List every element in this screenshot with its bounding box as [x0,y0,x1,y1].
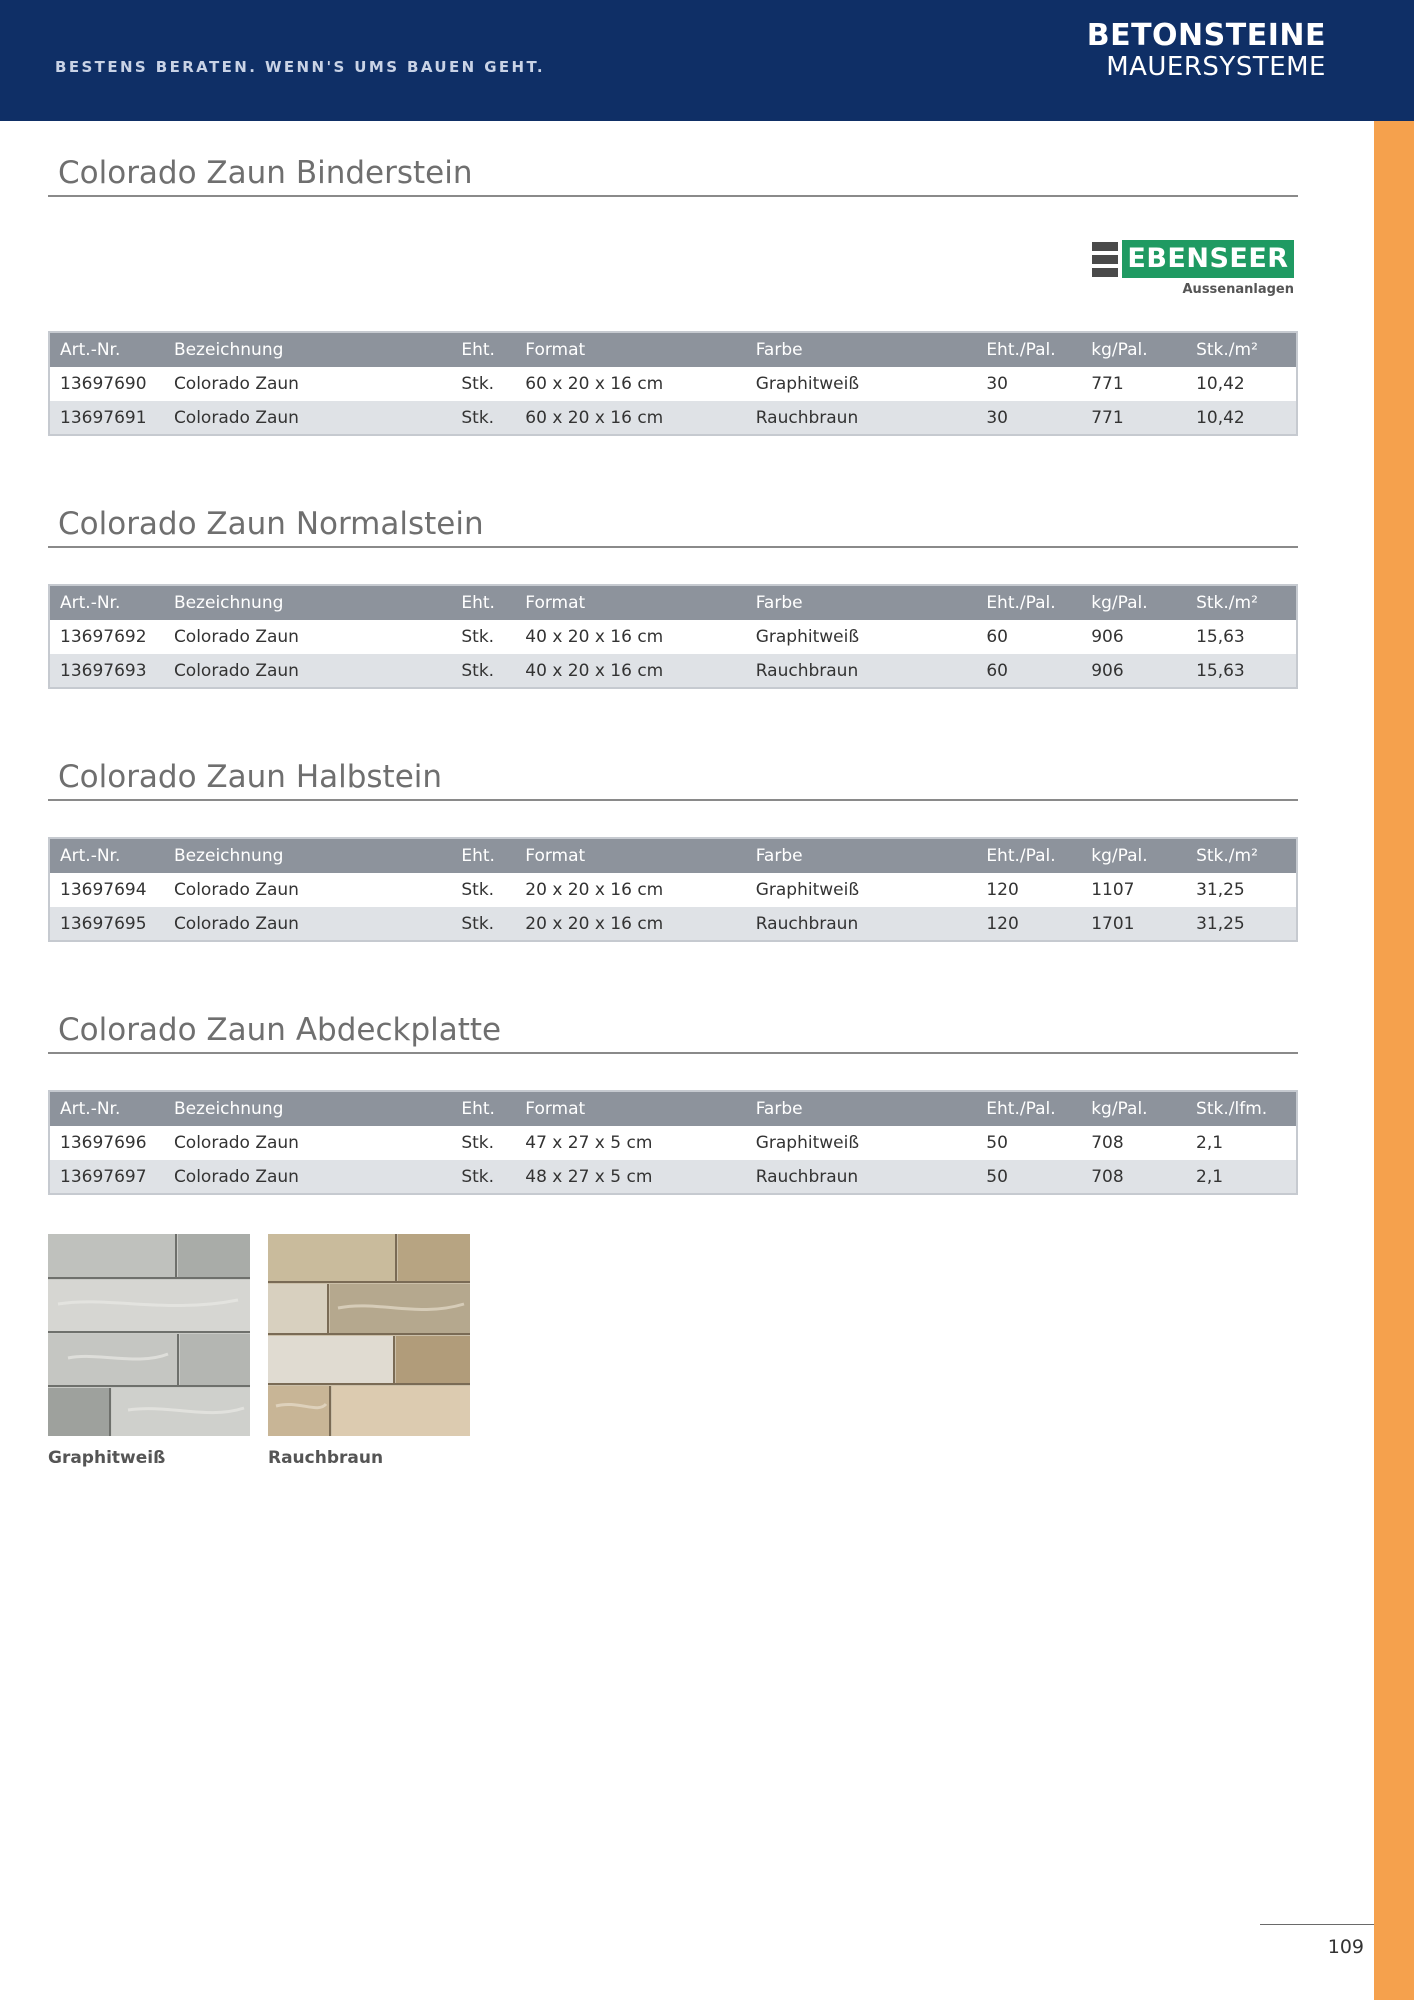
table-cell: 31,25 [1186,907,1297,941]
table-cell: 906 [1081,654,1186,688]
table-header-row [49,1091,1297,1126]
column-header: kg/Pal. [1081,585,1186,620]
column-header: Farbe [746,838,977,873]
section-divider [48,195,1298,197]
section-title: Colorado Zaun Normalstein [58,506,484,542]
table-row [49,1160,1297,1194]
table-row [49,873,1297,907]
table-cell: 13697693 [49,654,164,688]
table-cell: 60 [976,620,1081,654]
section-title: Colorado Zaun Halbstein [58,759,443,795]
column-header: Format [515,1091,745,1126]
column-header: Eht. [451,1091,515,1126]
table-cell: 13697694 [49,873,164,907]
footer-divider [1260,1924,1374,1925]
product-table [48,584,1298,689]
section-divider [48,1052,1298,1054]
column-header: Art.-Nr. [49,332,164,367]
page-number: 109 [1327,1936,1364,1958]
column-header: Eht. [451,332,515,367]
table-cell: Stk. [451,873,515,907]
table-cell: 13697691 [49,401,164,435]
table-cell: 15,63 [1186,654,1297,688]
table-header-row [49,838,1297,873]
header-tagline: BESTENS BERATEN. WENN'S UMS BAUEN GEHT. [55,58,545,76]
table-cell: 50 [976,1126,1081,1160]
column-header: Eht. [451,585,515,620]
column-header: Stk./m² [1186,332,1297,367]
table-cell: 60 x 20 x 16 cm [515,367,745,401]
table-cell: 771 [1081,401,1186,435]
column-header: kg/Pal. [1081,1091,1186,1126]
table-cell: 2,1 [1186,1160,1297,1194]
table-cell: 50 [976,1160,1081,1194]
table-cell: 40 x 20 x 16 cm [515,654,745,688]
column-header: Art.-Nr. [49,838,164,873]
table-cell: Graphitweiß [746,620,977,654]
table-cell: Stk. [451,620,515,654]
table-cell: 10,42 [1186,401,1297,435]
column-header: Art.-Nr. [49,585,164,620]
column-header: Eht. [451,838,515,873]
column-header: Stk./m² [1186,838,1297,873]
table-cell: 1107 [1081,873,1186,907]
table-cell: 15,63 [1186,620,1297,654]
swatch-rauchbraun-image [268,1234,470,1436]
table-cell: 13697692 [49,620,164,654]
page-header [0,0,1414,121]
logo-subtitle: Aussenanlagen [1182,282,1294,297]
section-title-block [48,757,1298,801]
table-cell: Stk. [451,367,515,401]
table-cell: Colorado Zaun [164,907,451,941]
table-cell: 708 [1081,1160,1186,1194]
table-cell: Colorado Zaun [164,1126,451,1160]
table-cell: Stk. [451,654,515,688]
swatch-label: Rauchbraun [268,1448,384,1468]
product-table [48,1090,1298,1195]
column-header: kg/Pal. [1081,838,1186,873]
table-header-row [49,585,1297,620]
table-cell: 20 x 20 x 16 cm [515,907,745,941]
column-header: Bezeichnung [164,332,451,367]
column-header: kg/Pal. [1081,332,1186,367]
section-title-block [48,504,1298,548]
section-title-block [48,153,1298,197]
table-cell: 30 [976,367,1081,401]
column-header: Farbe [746,332,977,367]
table-cell: 13697696 [49,1126,164,1160]
swatch-graphitweiss-image [48,1234,250,1436]
column-header: Stk./m² [1186,585,1297,620]
section-divider [48,546,1298,548]
column-header: Eht./Pal. [976,838,1081,873]
table-cell: Rauchbraun [746,654,977,688]
product-table [48,837,1298,942]
logo-bars-icon [1092,242,1118,281]
category-title: BETONSTEINE [1086,18,1326,53]
category-subtitle: MAUERSYSTEME [1106,52,1326,82]
table-cell: 47 x 27 x 5 cm [515,1126,745,1160]
table-cell: 60 x 20 x 16 cm [515,401,745,435]
column-header: Format [515,585,745,620]
table-cell: 13697695 [49,907,164,941]
table-cell: 120 [976,873,1081,907]
table-row [49,654,1297,688]
table-row [49,1126,1297,1160]
brand-logo [1092,238,1296,300]
column-header: Bezeichnung [164,585,451,620]
column-header: Bezeichnung [164,1091,451,1126]
table-cell: 771 [1081,367,1186,401]
table-cell: 13697690 [49,367,164,401]
table-cell: Colorado Zaun [164,620,451,654]
side-accent-bar [1374,121,1414,2000]
table-cell: 708 [1081,1126,1186,1160]
table-cell: Rauchbraun [746,907,977,941]
table-cell: 120 [976,907,1081,941]
table-cell: Graphitweiß [746,1126,977,1160]
column-header: Stk./lfm. [1186,1091,1297,1126]
column-header: Art.-Nr. [49,1091,164,1126]
table-cell: 40 x 20 x 16 cm [515,620,745,654]
table-row [49,367,1297,401]
table-cell: Rauchbraun [746,401,977,435]
table-cell: Colorado Zaun [164,873,451,907]
table-row [49,620,1297,654]
table-cell: 48 x 27 x 5 cm [515,1160,745,1194]
section-divider [48,799,1298,801]
column-header: Format [515,332,745,367]
table-cell: Stk. [451,1160,515,1194]
column-header: Farbe [746,585,977,620]
table-cell: Stk. [451,401,515,435]
column-header: Bezeichnung [164,838,451,873]
table-cell: 30 [976,401,1081,435]
logo-wordmark: EBENSEER [1122,240,1294,278]
table-cell: 31,25 [1186,873,1297,907]
table-cell: 1701 [1081,907,1186,941]
table-cell: 906 [1081,620,1186,654]
table-cell: 2,1 [1186,1126,1297,1160]
table-cell: 10,42 [1186,367,1297,401]
table-cell: Stk. [451,1126,515,1160]
table-cell: Colorado Zaun [164,654,451,688]
table-cell: 20 x 20 x 16 cm [515,873,745,907]
product-table [48,331,1298,436]
table-cell: Graphitweiß [746,367,977,401]
table-cell: Stk. [451,907,515,941]
table-cell: Colorado Zaun [164,401,451,435]
table-cell: 60 [976,654,1081,688]
column-header: Eht./Pal. [976,585,1081,620]
section-title: Colorado Zaun Binderstein [58,155,473,191]
swatch-label: Graphitweiß [48,1448,166,1468]
section-title: Colorado Zaun Abdeckplatte [58,1012,502,1048]
column-header: Format [515,838,745,873]
column-header: Farbe [746,1091,977,1126]
table-cell: Colorado Zaun [164,367,451,401]
table-cell: Rauchbraun [746,1160,977,1194]
table-header-row [49,332,1297,367]
section-title-block [48,1010,1298,1054]
table-cell: 13697697 [49,1160,164,1194]
table-row [49,401,1297,435]
table-cell: Graphitweiß [746,873,977,907]
table-row [49,907,1297,941]
column-header: Eht./Pal. [976,332,1081,367]
column-header: Eht./Pal. [976,1091,1081,1126]
table-cell: Colorado Zaun [164,1160,451,1194]
